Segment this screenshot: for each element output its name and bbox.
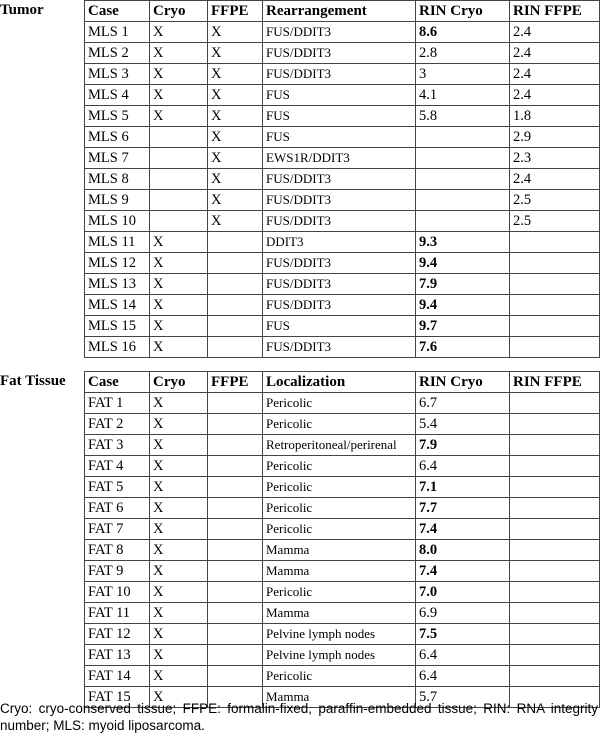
cryo-cell: X — [150, 232, 208, 253]
rin-ffpe-cell — [510, 316, 600, 337]
case-cell: FAT 7 — [85, 519, 150, 540]
case-cell: MLS 5 — [85, 106, 150, 127]
ffpe-cell: X — [208, 85, 263, 106]
case-cell: FAT 14 — [85, 666, 150, 687]
cryo-cell: X — [150, 624, 208, 645]
rin-cryo-cell — [416, 169, 510, 190]
table-row — [85, 498, 600, 519]
table-row — [85, 624, 600, 645]
info-cell: Pericolic — [263, 519, 416, 540]
rin-ffpe-cell — [510, 456, 600, 477]
cryo-cell — [150, 127, 208, 148]
ffpe-cell — [208, 274, 263, 295]
table-row — [85, 295, 600, 316]
table-row — [85, 477, 600, 498]
ffpe-cell — [208, 337, 263, 358]
ffpe-cell — [208, 435, 263, 456]
ffpe-cell — [208, 498, 263, 519]
table-row — [85, 561, 600, 582]
rin-ffpe-cell: 2.4 — [510, 169, 600, 190]
rin-cryo-cell: 7.7 — [416, 498, 510, 519]
table-row — [85, 414, 600, 435]
table-row — [85, 211, 600, 232]
case-cell: MLS 3 — [85, 64, 150, 85]
case-cell: MLS 2 — [85, 43, 150, 64]
info-cell: FUS — [263, 127, 416, 148]
case-cell: FAT 9 — [85, 561, 150, 582]
ffpe-cell — [208, 582, 263, 603]
info-cell: Pericolic — [263, 498, 416, 519]
ffpe-cell — [208, 295, 263, 316]
rin-ffpe-cell: 2.4 — [510, 64, 600, 85]
rin-cryo-cell: 5.7 — [416, 687, 510, 708]
case-cell: FAT 1 — [85, 393, 150, 414]
info-cell: FUS/DDIT3 — [263, 337, 416, 358]
cryo-cell: X — [150, 64, 208, 85]
info-cell: Pericolic — [263, 456, 416, 477]
rin-cryo-cell: 6.4 — [416, 456, 510, 477]
cryo-cell: X — [150, 561, 208, 582]
ffpe-cell — [208, 540, 263, 561]
rin-cryo-cell: 7.6 — [416, 337, 510, 358]
info-cell: Mamma — [263, 540, 416, 561]
cryo-cell: X — [150, 519, 208, 540]
rin-cryo-cell: 3 — [416, 64, 510, 85]
rin-cryo-cell: 7.9 — [416, 435, 510, 456]
case-cell: MLS 16 — [85, 337, 150, 358]
info-cell: FUS — [263, 85, 416, 106]
rin-ffpe-cell — [510, 393, 600, 414]
cryo-cell — [150, 148, 208, 169]
table-row — [85, 232, 600, 253]
table-row — [85, 43, 600, 64]
rin-ffpe-cell: 2.3 — [510, 148, 600, 169]
rin-ffpe-cell: 2.4 — [510, 22, 600, 43]
ffpe-cell — [208, 561, 263, 582]
rin-ffpe-cell — [510, 232, 600, 253]
info-cell: FUS — [263, 106, 416, 127]
rin-cryo-cell — [416, 148, 510, 169]
column-header: Rearrangement — [263, 1, 416, 22]
info-cell: DDIT3 — [263, 232, 416, 253]
rin-ffpe-cell: 2.4 — [510, 43, 600, 64]
info-cell: FUS/DDIT3 — [263, 295, 416, 316]
ffpe-cell: X — [208, 106, 263, 127]
case-cell: FAT 15 — [85, 687, 150, 708]
rin-ffpe-cell — [510, 274, 600, 295]
cryo-cell: X — [150, 22, 208, 43]
rin-ffpe-cell — [510, 295, 600, 316]
table-row — [85, 22, 600, 43]
ffpe-cell: X — [208, 211, 263, 232]
rin-cryo-cell: 6.9 — [416, 603, 510, 624]
cryo-cell — [150, 169, 208, 190]
ffpe-cell — [208, 645, 263, 666]
rin-cryo-cell: 4.1 — [416, 85, 510, 106]
case-cell: FAT 11 — [85, 603, 150, 624]
rin-cryo-cell — [416, 127, 510, 148]
info-cell: FUS — [263, 316, 416, 337]
rin-ffpe-cell — [510, 477, 600, 498]
table-row — [85, 519, 600, 540]
table-row — [85, 540, 600, 561]
table-row — [85, 106, 600, 127]
table-row — [85, 393, 600, 414]
rin-ffpe-cell — [510, 540, 600, 561]
info-cell: Pericolic — [263, 393, 416, 414]
rin-cryo-cell: 6.7 — [416, 393, 510, 414]
ffpe-cell: X — [208, 64, 263, 85]
info-cell: Pelvine lymph nodes — [263, 624, 416, 645]
table-row — [85, 190, 600, 211]
table-row — [85, 148, 600, 169]
column-header: Case — [85, 1, 150, 22]
table-row — [85, 274, 600, 295]
rin-cryo-cell: 9.4 — [416, 295, 510, 316]
column-header: RIN Cryo — [416, 372, 510, 393]
table-row — [85, 582, 600, 603]
cryo-cell: X — [150, 43, 208, 64]
info-cell: EWS1R/DDIT3 — [263, 148, 416, 169]
case-cell: MLS 11 — [85, 232, 150, 253]
column-header: Localization — [263, 372, 416, 393]
rin-ffpe-cell — [510, 561, 600, 582]
cryo-cell: X — [150, 295, 208, 316]
info-cell: FUS/DDIT3 — [263, 274, 416, 295]
rin-ffpe-cell — [510, 435, 600, 456]
rin-ffpe-cell — [510, 645, 600, 666]
cryo-cell: X — [150, 645, 208, 666]
rin-cryo-cell: 8.6 — [416, 22, 510, 43]
info-cell: Pericolic — [263, 414, 416, 435]
table-row — [85, 435, 600, 456]
rin-cryo-cell: 6.4 — [416, 666, 510, 687]
rin-ffpe-cell: 1.8 — [510, 106, 600, 127]
cryo-cell: X — [150, 274, 208, 295]
table-row — [85, 645, 600, 666]
column-header: FFPE — [208, 1, 263, 22]
info-cell: FUS/DDIT3 — [263, 22, 416, 43]
case-cell: MLS 12 — [85, 253, 150, 274]
ffpe-cell — [208, 414, 263, 435]
info-cell: FUS/DDIT3 — [263, 211, 416, 232]
rin-ffpe-cell — [510, 337, 600, 358]
rin-cryo-cell: 9.4 — [416, 253, 510, 274]
case-cell: FAT 3 — [85, 435, 150, 456]
ffpe-cell: X — [208, 43, 263, 64]
rin-cryo-cell: 9.7 — [416, 316, 510, 337]
cryo-cell: X — [150, 456, 208, 477]
table-row — [85, 169, 600, 190]
rin-cryo-cell: 7.4 — [416, 519, 510, 540]
cryo-cell: X — [150, 498, 208, 519]
column-header: Cryo — [150, 372, 208, 393]
rin-cryo-cell: 8.0 — [416, 540, 510, 561]
rin-ffpe-cell: 2.5 — [510, 211, 600, 232]
rin-cryo-cell: 2.8 — [416, 43, 510, 64]
cryo-cell: X — [150, 687, 208, 708]
info-cell: FUS/DDIT3 — [263, 64, 416, 85]
column-header: Cryo — [150, 1, 208, 22]
case-cell: FAT 2 — [85, 414, 150, 435]
ffpe-cell — [208, 603, 263, 624]
table-row — [85, 603, 600, 624]
info-cell: FUS/DDIT3 — [263, 43, 416, 64]
case-cell: MLS 13 — [85, 274, 150, 295]
cryo-cell: X — [150, 414, 208, 435]
cryo-cell: X — [150, 85, 208, 106]
column-header: Case — [85, 372, 150, 393]
ffpe-cell — [208, 393, 263, 414]
ffpe-cell: X — [208, 127, 263, 148]
column-header: FFPE — [208, 372, 263, 393]
fat-tissue-table — [84, 371, 600, 708]
rin-cryo-cell — [416, 211, 510, 232]
ffpe-cell: X — [208, 148, 263, 169]
rin-ffpe-cell — [510, 414, 600, 435]
cryo-cell: X — [150, 666, 208, 687]
ffpe-cell: X — [208, 22, 263, 43]
rin-ffpe-cell — [510, 498, 600, 519]
table-row — [85, 456, 600, 477]
ffpe-cell: X — [208, 190, 263, 211]
rin-ffpe-cell — [510, 582, 600, 603]
case-cell: MLS 10 — [85, 211, 150, 232]
ffpe-cell — [208, 519, 263, 540]
rin-cryo-cell: 7.0 — [416, 582, 510, 603]
rin-cryo-cell: 5.8 — [416, 106, 510, 127]
case-cell: FAT 5 — [85, 477, 150, 498]
rin-ffpe-cell — [510, 253, 600, 274]
table-row — [85, 127, 600, 148]
ffpe-cell: X — [208, 169, 263, 190]
cryo-cell: X — [150, 393, 208, 414]
rin-ffpe-cell: 2.5 — [510, 190, 600, 211]
rin-cryo-cell: 6.4 — [416, 645, 510, 666]
info-cell: Pericolic — [263, 582, 416, 603]
case-cell: MLS 1 — [85, 22, 150, 43]
rin-cryo-cell: 9.3 — [416, 232, 510, 253]
rin-cryo-cell: 5.4 — [416, 414, 510, 435]
ffpe-cell — [208, 456, 263, 477]
case-cell: FAT 12 — [85, 624, 150, 645]
tumor-table — [84, 0, 600, 358]
table-row — [85, 337, 600, 358]
case-cell: FAT 8 — [85, 540, 150, 561]
rin-cryo-cell: 7.1 — [416, 477, 510, 498]
case-cell: MLS 14 — [85, 295, 150, 316]
table-row — [85, 666, 600, 687]
info-cell: FUS/DDIT3 — [263, 253, 416, 274]
rin-ffpe-cell: 2.4 — [510, 85, 600, 106]
ffpe-cell — [208, 232, 263, 253]
table-footnote: Cryo: cryo-conserved tissue; FFPE: formalin-fixed, paraffin-embedded tissue; RIN: RNA integrity number; MLS: myoid liposarcoma. — [0, 701, 598, 733]
case-cell: MLS 9 — [85, 190, 150, 211]
tumor-section-label: Tumor — [0, 2, 44, 18]
cryo-cell — [150, 211, 208, 232]
cryo-cell: X — [150, 106, 208, 127]
cryo-cell: X — [150, 582, 208, 603]
ffpe-cell — [208, 477, 263, 498]
rin-ffpe-cell — [510, 624, 600, 645]
column-header: RIN Cryo — [416, 1, 510, 22]
case-cell: FAT 13 — [85, 645, 150, 666]
info-cell: Pericolic — [263, 477, 416, 498]
info-cell: Retroperitoneal/perirenal — [263, 435, 416, 456]
cryo-cell: X — [150, 337, 208, 358]
case-cell: FAT 4 — [85, 456, 150, 477]
case-cell: FAT 10 — [85, 582, 150, 603]
info-cell: Pelvine lymph nodes — [263, 645, 416, 666]
cryo-cell: X — [150, 316, 208, 337]
case-cell: MLS 15 — [85, 316, 150, 337]
table-row — [85, 64, 600, 85]
ffpe-cell — [208, 253, 263, 274]
ffpe-cell — [208, 316, 263, 337]
ffpe-cell — [208, 666, 263, 687]
case-cell: MLS 6 — [85, 127, 150, 148]
column-header: RIN FFPE — [510, 372, 600, 393]
info-cell: Mamma — [263, 603, 416, 624]
column-header: RIN FFPE — [510, 1, 600, 22]
rin-cryo-cell — [416, 190, 510, 211]
fat-section-label: Fat Tissue — [0, 373, 66, 389]
case-cell: MLS 7 — [85, 148, 150, 169]
header-row — [85, 372, 600, 393]
info-cell: Mamma — [263, 687, 416, 708]
table-row — [85, 253, 600, 274]
ffpe-cell — [208, 624, 263, 645]
rin-ffpe-cell — [510, 603, 600, 624]
table-row — [85, 316, 600, 337]
cryo-cell: X — [150, 253, 208, 274]
info-cell: Mamma — [263, 561, 416, 582]
case-cell: FAT 6 — [85, 498, 150, 519]
cryo-cell: X — [150, 477, 208, 498]
case-cell: MLS 8 — [85, 169, 150, 190]
header-row — [85, 1, 600, 22]
cryo-cell: X — [150, 435, 208, 456]
rin-ffpe-cell: 2.9 — [510, 127, 600, 148]
rin-cryo-cell: 7.4 — [416, 561, 510, 582]
info-cell: Pericolic — [263, 666, 416, 687]
cryo-cell: X — [150, 603, 208, 624]
case-cell: MLS 4 — [85, 85, 150, 106]
cryo-cell — [150, 190, 208, 211]
rin-cryo-cell: 7.5 — [416, 624, 510, 645]
cryo-cell: X — [150, 540, 208, 561]
info-cell: FUS/DDIT3 — [263, 190, 416, 211]
rin-cryo-cell: 7.9 — [416, 274, 510, 295]
info-cell: FUS/DDIT3 — [263, 169, 416, 190]
rin-ffpe-cell — [510, 666, 600, 687]
table-row — [85, 85, 600, 106]
rin-ffpe-cell — [510, 519, 600, 540]
